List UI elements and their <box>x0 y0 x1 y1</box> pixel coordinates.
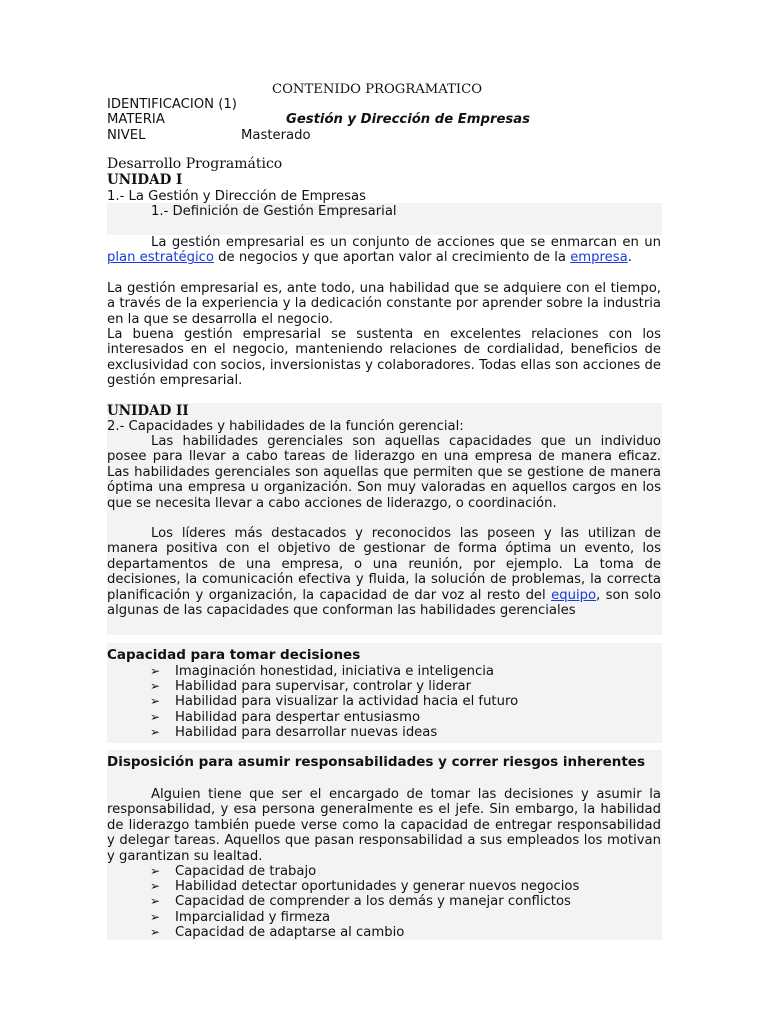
empresa-link[interactable]: empresa <box>570 250 628 266</box>
arrow-bullet-icon: ➢ <box>150 664 161 678</box>
page-title: CONTENIDO PROGRAMATICO <box>272 82 483 97</box>
decision-item-text: Habilidad para despertar entusiasmo <box>175 709 421 725</box>
responsibility-heading: Disposición para asumir responsabilidades y correr riesgos inherentes <box>107 754 645 770</box>
responsibility-item <box>150 864 316 879</box>
arrow-bullet-icon: ➢ <box>150 924 161 939</box>
unit1-topic: 1.- La Gestión y Dirección de Empresas <box>107 189 366 204</box>
decision-item <box>150 664 494 679</box>
arrow-bullet-icon: ➢ <box>150 679 161 694</box>
decision-item <box>150 694 518 709</box>
arrow-bullet-icon: ➢ <box>150 864 161 878</box>
nivel-label: NIVEL <box>107 128 146 143</box>
equipo-link[interactable]: equipo <box>551 587 597 603</box>
responsibility-item-text: Capacidad de trabajo <box>175 864 317 879</box>
arrow-bullet-icon: ➢ <box>150 879 161 894</box>
arrow-bullet-icon: ➢ <box>150 724 161 739</box>
arrow-bullet-icon: ➢ <box>150 894 161 909</box>
decision-item-text: Imaginación honestidad, iniciativa e inteligencia <box>175 664 495 679</box>
responsibility-item-text: Capacidad de adaptarse al cambio <box>175 924 405 940</box>
responsibility-item-text: Habilidad detectar oportunidades y generar nuevos negocios <box>175 879 580 895</box>
decision-item-text: Habilidad para visualizar la actividad hacia el futuro <box>175 694 519 710</box>
arrow-bullet-icon: ➢ <box>150 694 161 709</box>
decision-item <box>150 725 437 740</box>
unit2-paragraph-2: Los líderes más destacados y reconocidos las poseen y las utilizan de manera positiva con el objetivo de gestionar de forma óptima un evento, los departamentos de una empresa, o una reunión, por ejemplo. La toma de decisiones, la comunicación efectiva y fluida, la solución de problemas, la correcta planificación y organización, la capacidad de dar voz al resto del equipo, son solo algunas de las capacidades que conforman las habilidades gerenciales <box>107 526 661 619</box>
unit1-paragraph-1: La gestión empresarial es un conjunto de acciones que se enmarcan en un plan estratégico de negocios y que aportan valor al crecimiento de la empresa. <box>107 235 661 266</box>
unit2-paragraph-1: Las habilidades gerenciales son aquellas capacidades que un individuo posee para llevar a cabo tareas de liderazgo en una empresa de manera eficaz. Las habilidades gerenciales son aquellas que permiten que se gestione de manera óptima una empresa u organización. Son muy valoradas en aquellos cargos en los que se necesita llevar a cabo acciones de liderazgo, o coordinación. <box>107 434 661 511</box>
decisions-heading: Capacidad para tomar decisiones <box>107 647 361 663</box>
responsibility-item-text: Imparcialidad y firmeza <box>175 909 331 925</box>
responsibility-item-text: Capacidad de comprender a los demás y manejar conflictos <box>175 894 571 910</box>
unit1-title: UNIDAD I <box>107 172 183 188</box>
decision-item <box>150 710 420 725</box>
unit1-subtopic: 1.- Definición de Gestión Empresarial <box>151 204 397 219</box>
unit2-topic: 2.- Capacidades y habilidades de la función gerencial: <box>107 419 464 434</box>
decision-item-text: Habilidad para supervisar, controlar y liderar <box>175 679 472 695</box>
materia-label: MATERIA <box>107 112 165 127</box>
unit1-paragraph-2: La gestión empresarial es, ante todo, una habilidad que se adquiere con el tiempo, a través de la experiencia y la dedicación constante por aprender sobre la industria en la que se desarrolla el negocio. <box>107 281 661 327</box>
responsibility-paragraph: Alguien tiene que ser el encargado de tomar las decisiones y asumir la responsabilidad, y esa persona generalmente es el jefe. Sin embargo, la habilidad de liderazgo también puede verse como la capacidad de entregar responsabilidad y delegar tareas. Aquellos que pasan responsabilidad a sus empleados los motivan y garantizan su lealtad. <box>107 787 661 864</box>
arrow-bullet-icon: ➢ <box>150 909 161 924</box>
decision-item <box>150 679 471 694</box>
responsibility-item <box>150 894 571 909</box>
identification-label: IDENTIFICACION (1) <box>107 97 237 112</box>
responsibility-item <box>150 925 404 940</box>
decision-item-text: Habilidad para desarrollar nuevas ideas <box>175 724 438 740</box>
nivel-value: Masterado <box>241 128 311 143</box>
unit1-paragraph-3: La buena gestión empresarial se sustenta en excelentes relaciones con los interesados en el negocio, manteniendo relaciones de cordialidad, beneficios de exclusividad con socios, inversionistas y colaboradores. Todas ellas son acciones de gestión empresarial. <box>107 327 661 389</box>
responsibility-item <box>150 879 579 894</box>
arrow-bullet-icon: ➢ <box>150 709 161 724</box>
plan-estrategico-link[interactable]: plan estratégico <box>107 250 214 266</box>
materia-value: Gestión y Dirección de Empresas <box>286 112 530 127</box>
responsibility-item <box>150 910 330 925</box>
unit2-title: UNIDAD II <box>107 403 189 419</box>
section-heading: Desarrollo Programático <box>107 156 283 172</box>
